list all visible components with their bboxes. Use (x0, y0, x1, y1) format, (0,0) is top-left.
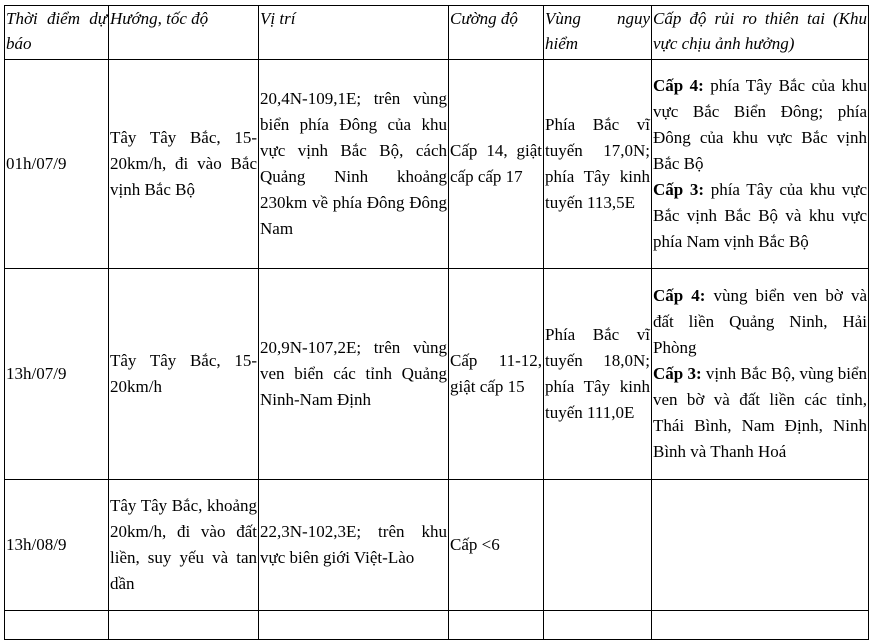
position-cell: 20,9N-107,2E; trên vùng ven biển các tỉnh Quảng Ninh-Nam Định (259, 269, 449, 480)
risk-entry (653, 177, 867, 255)
risk-area: vịnh Bắc Bộ, vùng biển ven bờ và đất liền các tỉnh, Thái Bình, Nam Định, Ninh Bình và Thanh Hoá (653, 364, 867, 461)
time-cell: 13h/08/9 (5, 480, 109, 611)
risk-level: Cấp 3: (653, 364, 702, 383)
risk-level: Cấp 4: (653, 76, 704, 95)
danger-zone-cell (544, 480, 652, 611)
direction-cell: Tây Tây Bắc, khoảng 20km/h, đi vào đất liền, suy yếu và tan dần (109, 480, 259, 611)
risk-cell (652, 269, 869, 480)
empty-cell (449, 611, 544, 640)
risk-cell (652, 480, 869, 611)
risk-cell (652, 60, 869, 269)
table-row-empty (5, 611, 869, 640)
table-row (5, 60, 869, 269)
header-position: Vị trí (259, 6, 449, 60)
direction-cell: Tây Tây Bắc, 15-20km/h, đi vào Bắc vịnh Bắc Bộ (109, 60, 259, 269)
risk-level: Cấp 3: (653, 180, 705, 199)
header-risk: Cấp độ rủi ro thiên tai (Khu vực chịu ảnh hưởng) (652, 6, 869, 60)
forecast-table (4, 5, 869, 640)
intensity-cell: Cấp 11-12, giật cấp 15 (449, 269, 544, 480)
empty-cell (544, 611, 652, 640)
header-direction: Hướng, tốc độ (109, 6, 259, 60)
direction-cell: Tây Tây Bắc, 15-20km/h (109, 269, 259, 480)
intensity-cell: Cấp <6 (449, 480, 544, 611)
danger-zone-cell: Phía Bắc vĩ tuyến 17,0N; phía Tây kinh tuyến 113,5E (544, 60, 652, 269)
risk-entry (653, 283, 867, 361)
risk-area: phía Tây Bắc của khu vực Bắc Biển Đông; phía Đông của khu vực Bắc vịnh Bắc Bộ (653, 76, 867, 173)
empty-cell (109, 611, 259, 640)
header-time: Thời điểm dự báo (5, 6, 109, 60)
risk-entry (653, 361, 867, 465)
header-danger-zone: Vùng nguy hiểm (544, 6, 652, 60)
intensity-cell: Cấp 14, giật cấp cấp 17 (449, 60, 544, 269)
risk-entry (653, 73, 867, 177)
table-header-row (5, 6, 869, 60)
table-row (5, 480, 869, 611)
time-cell: 01h/07/9 (5, 60, 109, 269)
risk-area: phía Tây của khu vực Bắc vịnh Bắc Bộ và khu vực phía Nam vịnh Bắc Bộ (653, 180, 867, 251)
empty-cell (652, 611, 869, 640)
table-row (5, 269, 869, 480)
risk-level: Cấp 4: (653, 286, 706, 305)
empty-cell (5, 611, 109, 640)
risk-area: vùng biển ven bờ và đất liền Quảng Ninh, Hải Phòng (653, 286, 867, 357)
position-cell: 22,3N-102,3E; trên khu vực biên giới Việt-Lào (259, 480, 449, 611)
position-cell: 20,4N-109,1E; trên vùng biển phía Đông của khu vực vịnh Bắc Bộ, cách Quảng Ninh khoảng 230km về phía Đông Đông Nam (259, 60, 449, 269)
empty-cell (259, 611, 449, 640)
danger-zone-cell: Phía Bắc vĩ tuyến 18,0N; phía Tây kinh tuyến 111,0E (544, 269, 652, 480)
header-intensity: Cường độ (449, 6, 544, 60)
time-cell: 13h/07/9 (5, 269, 109, 480)
